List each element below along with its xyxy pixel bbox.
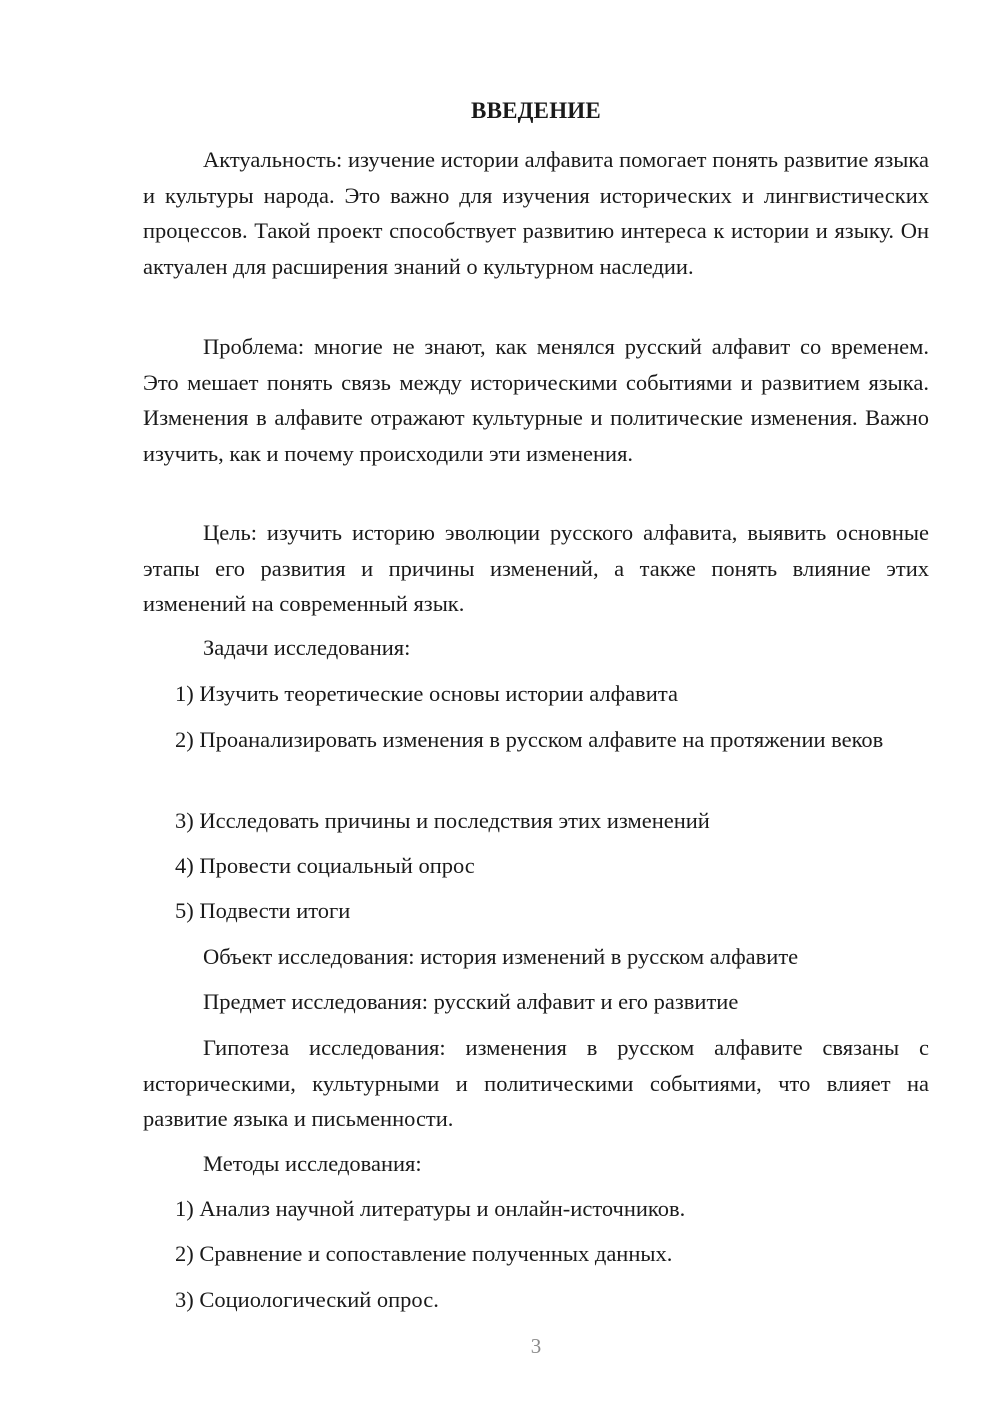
task-item: 1) Изучить теоретические основы истории алфавита xyxy=(175,681,678,706)
methods-heading-block xyxy=(143,1146,929,1182)
relevance-paragraph-block xyxy=(143,142,929,284)
task-item-5-block xyxy=(143,893,929,929)
methods-heading: Методы исследования: xyxy=(203,1151,422,1176)
task-item-1-block xyxy=(143,676,929,712)
research-object: Объект исследования: история изменений в русском алфавите xyxy=(203,944,799,969)
task-item-3-block xyxy=(143,803,929,839)
research-subject: Предмет исследования: русский алфавит и его развитие xyxy=(203,989,739,1014)
hypothesis-block xyxy=(143,1030,929,1137)
task-item: 2) Проанализировать изменения в русском алфавите на протяжении веков xyxy=(175,727,884,752)
relevance-paragraph: Актуальность: изучение истории алфавита помогает понять развитие языка и культуры народа. Это важно для изучения исторических и лингвистических процессов. Такой проект способствует развитию интереса к истории и языку. Он актуален для расширения знаний о культурном наследии. xyxy=(143,147,929,279)
method-item-3-block xyxy=(143,1282,929,1318)
subject-block xyxy=(143,984,929,1020)
task-item: 4) Провести социальный опрос xyxy=(175,853,475,878)
method-item-2-block xyxy=(143,1236,929,1272)
problem-paragraph: Проблема: многие не знают, как менялся русский алфавит со временем. Это мешает понять связь между историческими событиями и развитием языка. Изменения в алфавите отражают культурные и политические изменения. Важно изучить, как и почему происходили эти изменения. xyxy=(143,334,929,466)
method-item: 2) Сравнение и сопоставление полученных данных. xyxy=(175,1241,673,1266)
goal-paragraph: Цель: изучить историю эволюции русского алфавита, выявить основные этапы его развития и причины изменений, а также понять влияние этих изменений на современный язык. xyxy=(143,520,929,616)
object-block xyxy=(143,939,929,975)
tasks-heading: Задачи исследования: xyxy=(203,635,411,660)
task-item: 3) Исследовать причины и последствия этих изменений xyxy=(175,808,710,833)
method-item: 1) Анализ научной литературы и онлайн-источников. xyxy=(175,1196,686,1221)
page-number: 3 xyxy=(530,1334,542,1358)
tasks-heading-block xyxy=(143,630,929,666)
method-item-1-block xyxy=(143,1191,929,1227)
method-item: 3) Социологический опрос. xyxy=(175,1287,439,1312)
page-title: ВВЕДЕНИЕ xyxy=(471,98,601,123)
task-item-4-block xyxy=(143,848,929,884)
goal-paragraph-block xyxy=(143,515,929,622)
task-item: 5) Подвести итоги xyxy=(175,898,351,923)
task-item-2-block xyxy=(143,722,929,758)
problem-paragraph-block xyxy=(143,329,929,471)
research-hypothesis: Гипотеза исследования: изменения в русском алфавите связаны с историческими, культурными и политическими событиями, что влияет на развитие языка и письменности. xyxy=(143,1035,929,1131)
